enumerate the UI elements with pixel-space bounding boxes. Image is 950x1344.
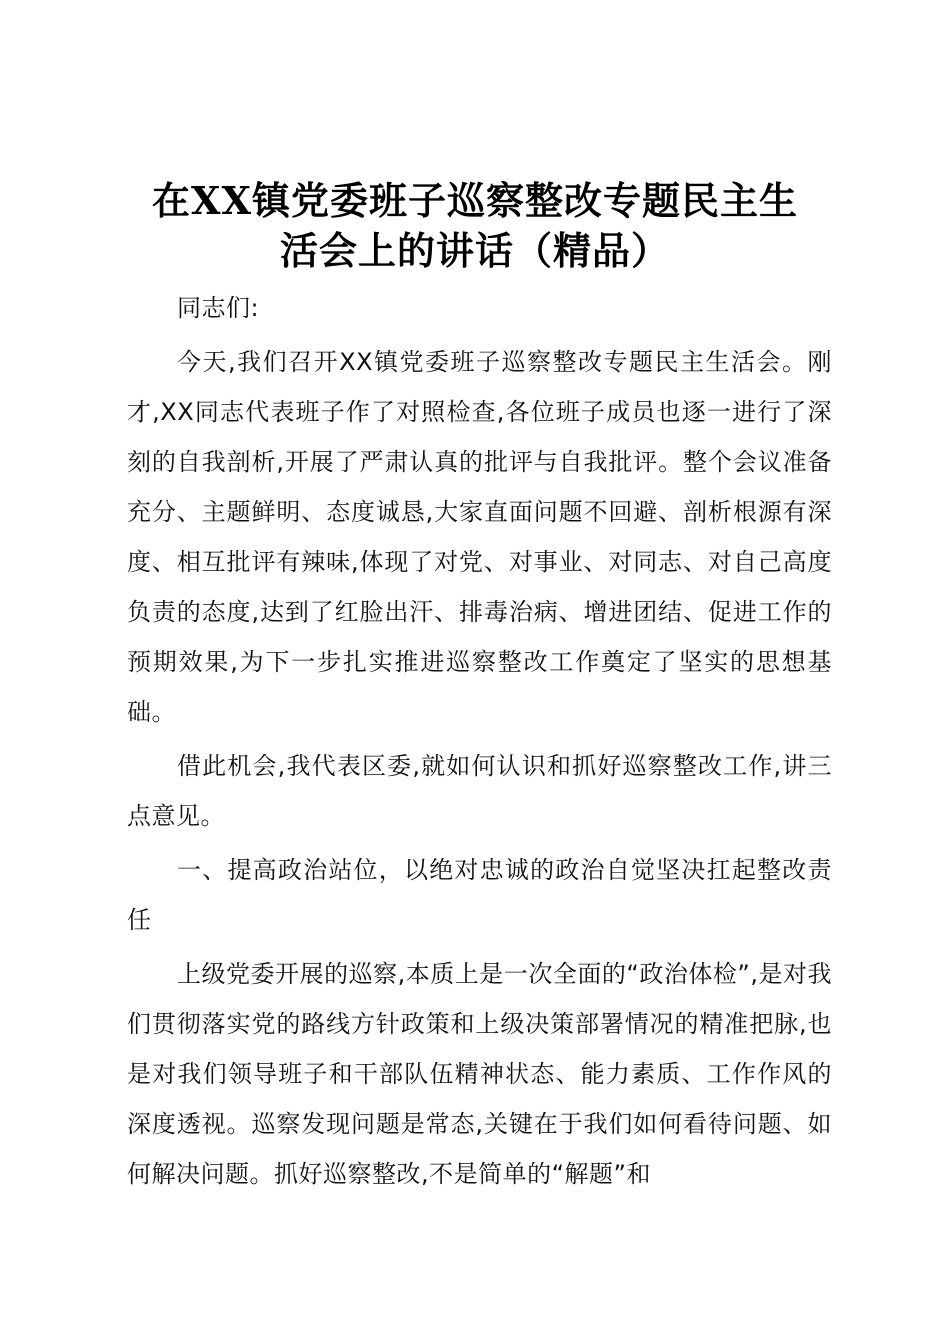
title-line-1: 在XX镇党委班子巡察整改专题民主生 xyxy=(152,178,798,223)
greeting: 同志们: xyxy=(177,294,260,322)
document-title xyxy=(112,176,838,276)
title-line-2: 活会上的讲话（精品） xyxy=(279,228,670,273)
document-body xyxy=(127,283,832,1203)
paragraph-opening: 今天,我们召开XX镇党委班子巡察整改专题民主生活会。刚才,XX同志代表班子作了对照检查,各位班子成员也逐一进行了深刻的自我剖析,开展了严肃认真的批评与自我批评。整个会议准备充分、主题鲜明、态度诚恳,大家直面问题不回避、剖析根源有深度、相互批评有辣味,体现了对党、对事业、对同志、对自己高度负责的态度,达到了红脸出汗、排毒治病、增进团结、促进工作的预期效果,为下一步扎实推进巡察整改工作奠定了坚实的思想基础。 xyxy=(127,348,832,726)
paragraph-intro-points: 借此机会,我代表区委,就如何认识和抓好巡察整改工作,讲三点意见。 xyxy=(127,752,832,830)
paragraph-section-1: 上级党委开展的巡察,本质上是一次全面的“政治体检”,是对我们贯彻落实党的路线方针政策和上级决策部署情况的精准把脉,也是对我们领导班子和干部队伍精神状态、能力素质、工作作风的深度透视。巡察发现问题是常态,关键在于我们如何看待问题、如何解决问题。抓好巡察整改,不是简单的“解题”和 xyxy=(127,960,832,1188)
section-heading-1: 一、提高政治站位，以绝对忠诚的政治自觉坚决扛起整改责任 xyxy=(127,856,832,934)
